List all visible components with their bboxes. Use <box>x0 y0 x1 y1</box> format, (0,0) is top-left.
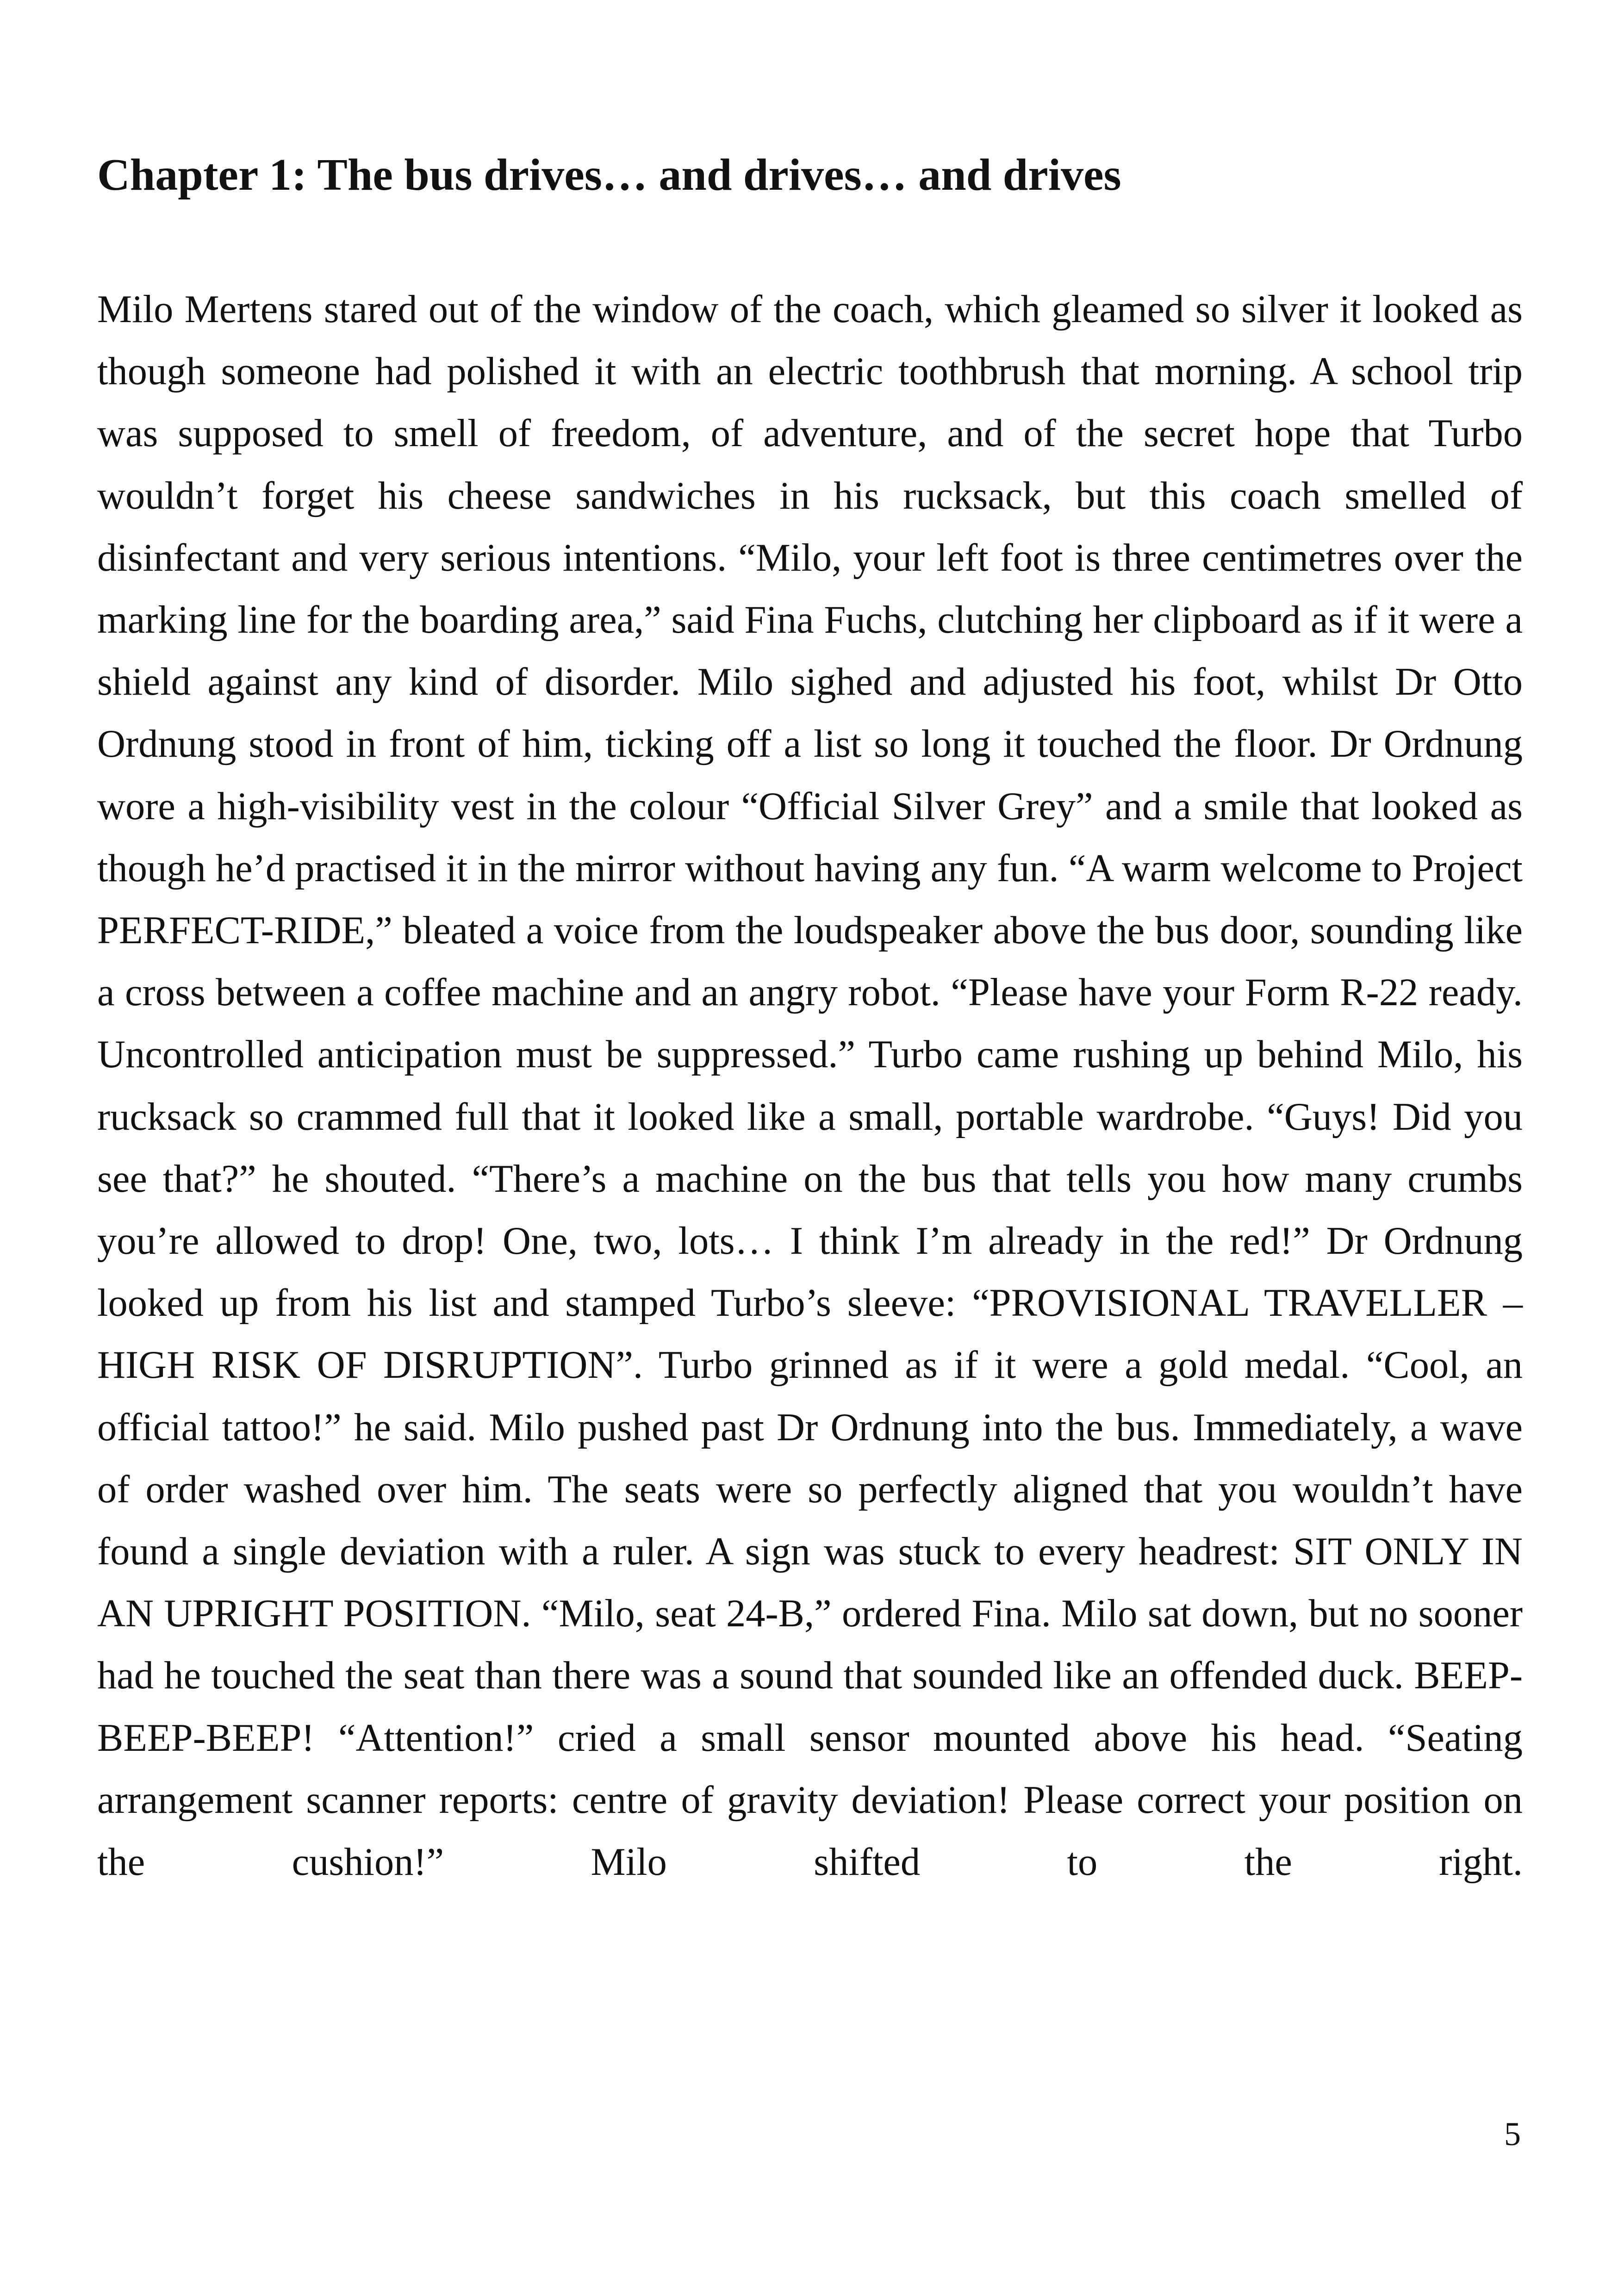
page-number: 5 <box>1504 2116 1521 2153</box>
chapter-title: Chapter 1: The bus drives… and drives… and drives <box>97 150 1121 200</box>
body-paragraph: Milo Mertens stared out of the window of the coach, which gleamed so silver it looked as though someone had polished it with an electric toothbrush that morning. A school trip was supposed to smell of freedom, of adventure, and of the secret hope that Turbo wouldn’t forget his cheese sandwiches in his rucksack, but this coach smelled of disinfectant and very serious intentions. “Milo, your left foot is three centimetres over the marking line for the boarding area,” said Fina Fuchs, clutching her clipboard as if it were a shield against any kind of disorder. Milo sighed and adjusted his foot, whilst Dr Otto Ordnung stood in front of him, ticking off a list so long it touched the floor. Dr Ordnung wore a high-visibility vest in the colour “Official Silver Grey” and a smile that looked as though he’d practised it in the mirror without having any fun. “A warm welcome to Project PERFECT-RIDE,” bleated a voice from the loudspeaker above the bus door, sounding like a cross between a coffee machine and an angry robot. “Please have your Form R-22 ready. Uncontrolled anticipation must be suppressed.” Turbo came rushing up behind Milo, his rucksack so crammed full that it looked like a small, portable wardrobe. “Guys! Did you see that?” he shouted. “There’s a machine on the bus that tells you how many crumbs you’re allowed to drop! One, two, lots… I think I’m already in the red!” Dr Ordnung looked up from his list and stamped Turbo’s sleeve: “PROVISIONAL TRAVELLER – HIGH RISK OF DISRUPTION”. Turbo grinned as if it were a gold medal. “Cool, an official tattoo!” he said. Milo pushed past Dr Ordnung into the bus. Immediately, a wave of order washed over him. The seats were so perfectly aligned that you wouldn’t have found a single deviation with a ruler. A sign was stuck to every headrest: SIT ONLY IN AN UPRIGHT POSITION. “Milo, seat 24-B,” ordered Fina. Milo sat down, but no sooner had he touched the seat than there was a sound that sounded like an offended duck. BEEP-BEEP-BEEP! “Attention!” cried a small sensor mounted above his head. “Seating arrangement scanner reports: centre of gravity deviation! Please correct your position on the cushion!” Milo shifted to the right. <box>97 288 1523 1884</box>
